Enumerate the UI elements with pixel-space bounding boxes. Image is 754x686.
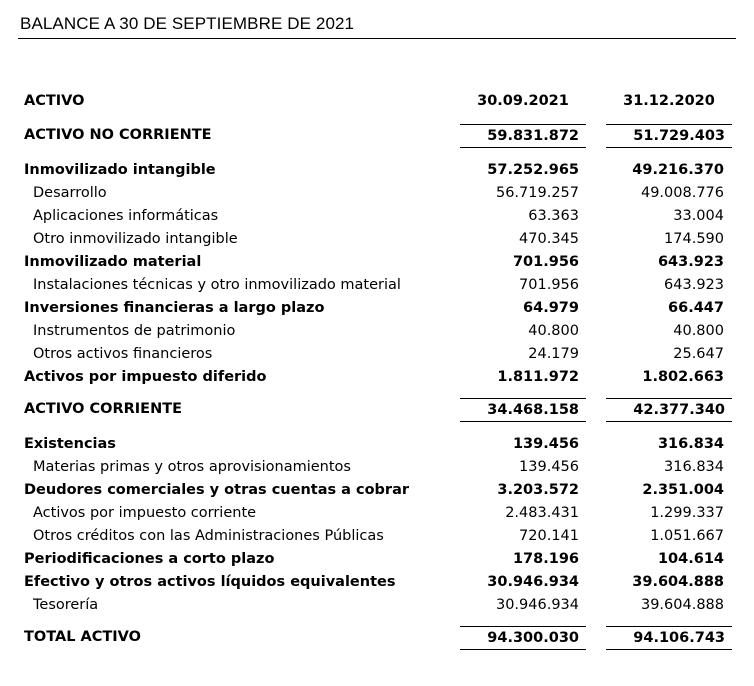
value-2021: 470.345 [519, 231, 579, 247]
value-2021: 40.800 [528, 323, 579, 339]
table-row [0, 297, 754, 320]
value-2021: 139.456 [519, 459, 579, 475]
row-label: Activos por impuesto diferido [24, 369, 267, 385]
row-label: ACTIVO CORRIENTE [24, 401, 183, 417]
value-2020: 94.106.743 [606, 626, 732, 650]
row-label: Materias primas y otros aprovisionamientos [33, 459, 351, 475]
table-row [0, 594, 754, 617]
table-row [0, 182, 754, 205]
value-2020: 49.008.776 [640, 185, 724, 201]
table-row [0, 274, 754, 297]
value-2021: 24.179 [528, 346, 579, 362]
value-2020: 174.590 [664, 231, 724, 247]
value-2020: 1.051.667 [650, 528, 724, 544]
value-2021: 2.483.431 [505, 505, 579, 521]
table-row [0, 525, 754, 548]
value-2020: 1.802.663 [642, 369, 724, 385]
value-2020: 1.299.337 [650, 505, 724, 521]
value-2021: 59.831.872 [460, 124, 586, 148]
value-2021: 139.456 [512, 436, 579, 452]
page-title: BALANCE A 30 DE SEPTIEMBRE DE 2021 [20, 14, 355, 33]
row-label: Otro inmovilizado intangible [33, 231, 238, 247]
row-label: Deudores comerciales y otras cuentas a cobrar [24, 482, 410, 498]
table-row [0, 228, 754, 251]
value-2021: 57.252.965 [487, 162, 579, 178]
value-2021: 720.141 [519, 528, 579, 544]
table-row [0, 456, 754, 479]
column-header-2021: 30.09.2021 [477, 93, 569, 109]
value-2020: 66.447 [668, 300, 724, 316]
row-label: Efectivo y otros activos líquidos equivalentes [24, 574, 396, 590]
value-2020: 2.351.004 [642, 482, 724, 498]
value-2020: 51.729.403 [606, 124, 732, 148]
row-label: Aplicaciones informáticas [33, 208, 219, 224]
row-label: Activos por impuesto corriente [33, 505, 257, 521]
row-label: Instalaciones técnicas y otro inmovilizado material [33, 277, 401, 293]
row-label: Existencias [24, 436, 116, 452]
table-row [0, 502, 754, 525]
row-label: ACTIVO NO CORRIENTE [24, 127, 212, 143]
value-2020: 42.377.340 [606, 398, 732, 422]
table-row [0, 433, 754, 456]
value-2021: 64.979 [523, 300, 579, 316]
value-2021: 63.363 [528, 208, 579, 224]
table-row [0, 343, 754, 366]
row-label: Inmovilizado intangible [24, 162, 216, 178]
value-2021: 30.946.934 [487, 574, 579, 590]
value-2021: 34.468.158 [460, 398, 586, 422]
row-label: Tesorería [33, 597, 99, 613]
table-row [0, 548, 754, 571]
row-label: Inmovilizado material [24, 254, 202, 270]
value-2020: 104.614 [657, 551, 724, 567]
table-row [0, 366, 754, 389]
value-2021: 94.300.030 [460, 626, 586, 650]
value-2020: 39.604.888 [632, 574, 724, 590]
table-row [0, 626, 754, 649]
value-2020: 643.923 [657, 254, 724, 270]
value-2020: 39.604.888 [640, 597, 724, 613]
table-row [0, 479, 754, 502]
table-row [0, 124, 754, 147]
header-label: ACTIVO [24, 93, 85, 109]
row-label: Periodificaciones a corto plazo [24, 551, 275, 567]
table-row [0, 205, 754, 228]
table-row [0, 159, 754, 182]
table-row [0, 571, 754, 594]
value-2021: 30.946.934 [495, 597, 579, 613]
title-divider [18, 38, 736, 39]
value-2021: 1.811.972 [497, 369, 579, 385]
value-2020: 643.923 [664, 277, 724, 293]
value-2021: 701.956 [519, 277, 579, 293]
value-2020: 49.216.370 [632, 162, 724, 178]
row-label: Inversiones financieras a largo plazo [24, 300, 325, 316]
value-2020: 40.800 [673, 323, 724, 339]
value-2020: 316.834 [657, 436, 724, 452]
value-2020: 33.004 [673, 208, 724, 224]
row-label: TOTAL ACTIVO [24, 629, 141, 645]
table-header [0, 90, 754, 113]
table-row [0, 251, 754, 274]
value-2021: 3.203.572 [497, 482, 579, 498]
row-label: Otros activos financieros [33, 346, 213, 362]
row-label: Desarrollo [33, 185, 107, 201]
value-2021: 56.719.257 [495, 185, 579, 201]
value-2020: 316.834 [664, 459, 724, 475]
table-row [0, 320, 754, 343]
value-2021: 701.956 [512, 254, 579, 270]
row-label: Otros créditos con las Administraciones Públicas [33, 528, 384, 544]
row-label: Instrumentos de patrimonio [33, 323, 236, 339]
table-row [0, 398, 754, 421]
value-2021: 178.196 [512, 551, 579, 567]
value-2020: 25.647 [673, 346, 724, 362]
column-header-2020: 31.12.2020 [623, 93, 715, 109]
